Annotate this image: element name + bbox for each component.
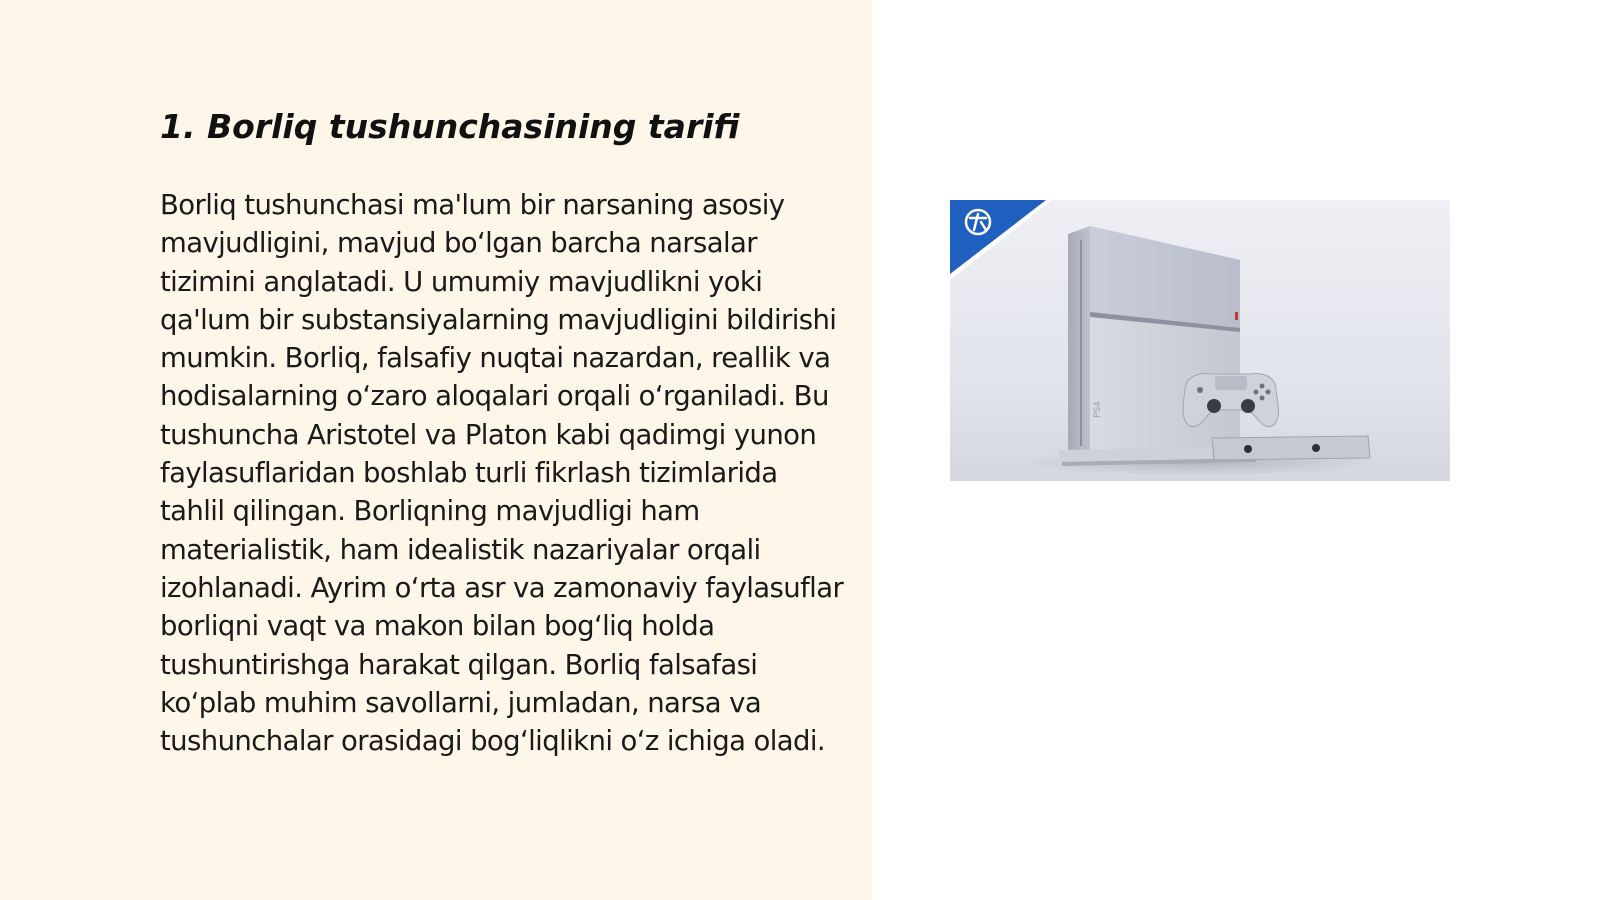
svg-text:PS4: PS4 xyxy=(1093,401,1103,418)
game-console-photo xyxy=(950,200,1450,481)
slide-body-text: Borliq tushunchasi ma'lum bir narsaning asosiy mavjudligini, mavjud bo‘lgan barcha narsalar tizimini anglatadi. U umumiy mavjudlikni yoki qa'lum bir substansiyalarning mavjudligini bildirishi mumkin. Borliq, falsafiy nuqtai nazardan, reallik va hodisalarning o‘zaro aloqalari orqali o‘rganiladi. Bu tushuncha Aristotel va Platon kabi qadimgi yunon faylasuflaridan boshlab turli fikrlash tizimlarida tahlil qilingan. Borliqning mavjudligi ham materialistik, ham idealistik nazariyalar orqali izohlanadi. Ayrim o‘rta asr va zamonaviy faylasuflar borliqni vaqt va makon bilan bog‘liq holda tushuntirishga harakat qilgan. Borliq falsafasi ko‘plab muhim savollarni, jumladan, narsa va tushunchalar orasidagi bog‘liqlikni o‘z ichiga oladi. xyxy=(160,189,844,758)
slide-title: 1. Borliq tushunchasining tarifi xyxy=(160,107,740,146)
